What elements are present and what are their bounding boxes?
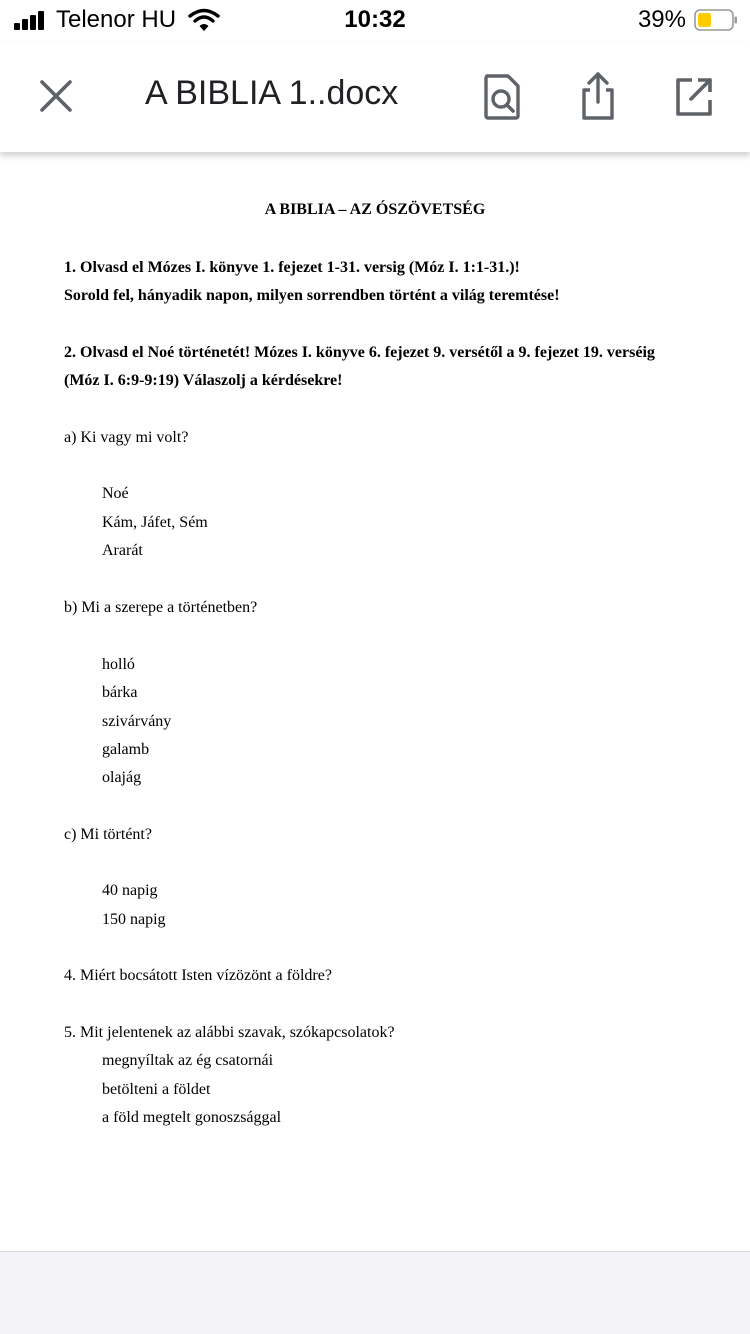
clock-time: 10:32 [344, 6, 406, 33]
question-2-line-2: (Móz I. 6:9-9:19) Válaszolj a kérdésekre! [64, 372, 343, 389]
close-icon[interactable] [36, 76, 76, 116]
question-1-line-2: Sorold fel, hányadik napon, milyen sorrendben történt a világ teremtése! [64, 287, 560, 304]
battery-icon [694, 9, 738, 31]
list-item: 40 napig [102, 882, 158, 899]
list-item: Ararát [102, 542, 143, 559]
list-item: bárka [102, 684, 138, 701]
document-page[interactable] [0, 152, 750, 1252]
status-bar [0, 0, 750, 42]
carrier-name: Telenor HU [56, 6, 177, 33]
list-item: 150 napig [102, 911, 166, 928]
subquestion-b-label: b) Mi a szerepe a történetben? [64, 599, 258, 616]
list-item: szivárvány [102, 713, 172, 730]
list-item: olajág [102, 769, 142, 786]
subquestion-a-label: a) Ki vagy mi volt? [64, 429, 189, 446]
list-item: a föld megtelt gonoszsággal [102, 1109, 282, 1126]
subquestion-c-label: c) Mi történt? [64, 826, 152, 843]
list-item: betölteni a földet [102, 1081, 211, 1098]
question-2-line-1: 2. Olvasd el Noé történetét! Mózes I. könyve 6. fejezet 9. versétől a 9. fejezet 19. verséig [64, 344, 655, 361]
list-item: Kám, Jáfet, Sém [102, 514, 208, 531]
find-in-document-icon[interactable] [480, 72, 524, 122]
share-icon[interactable] [576, 72, 620, 122]
list-item: Noé [102, 485, 129, 502]
battery-percentage: 39% [637, 6, 686, 33]
question-4: 4. Miért bocsátott Isten vízözönt a földre? [64, 967, 332, 984]
list-item: megnyíltak az ég csatornái [102, 1052, 274, 1069]
app-header [0, 42, 750, 152]
document-title: A BIBLIA 1..docx [145, 74, 399, 112]
document-heading: A BIBLIA – AZ ÓSZÖVETSÉG [264, 201, 486, 218]
question-1-line-1: 1. Olvasd el Mózes I. könyve 1. fejezet 1-31. versig (Móz I. 1:1-31.)! [64, 259, 520, 276]
open-external-icon[interactable] [672, 72, 716, 122]
list-item: galamb [102, 741, 150, 758]
list-item: holló [102, 656, 135, 673]
question-5: 5. Mit jelentenek az alábbi szavak, szókapcsolatok? [64, 1024, 395, 1041]
